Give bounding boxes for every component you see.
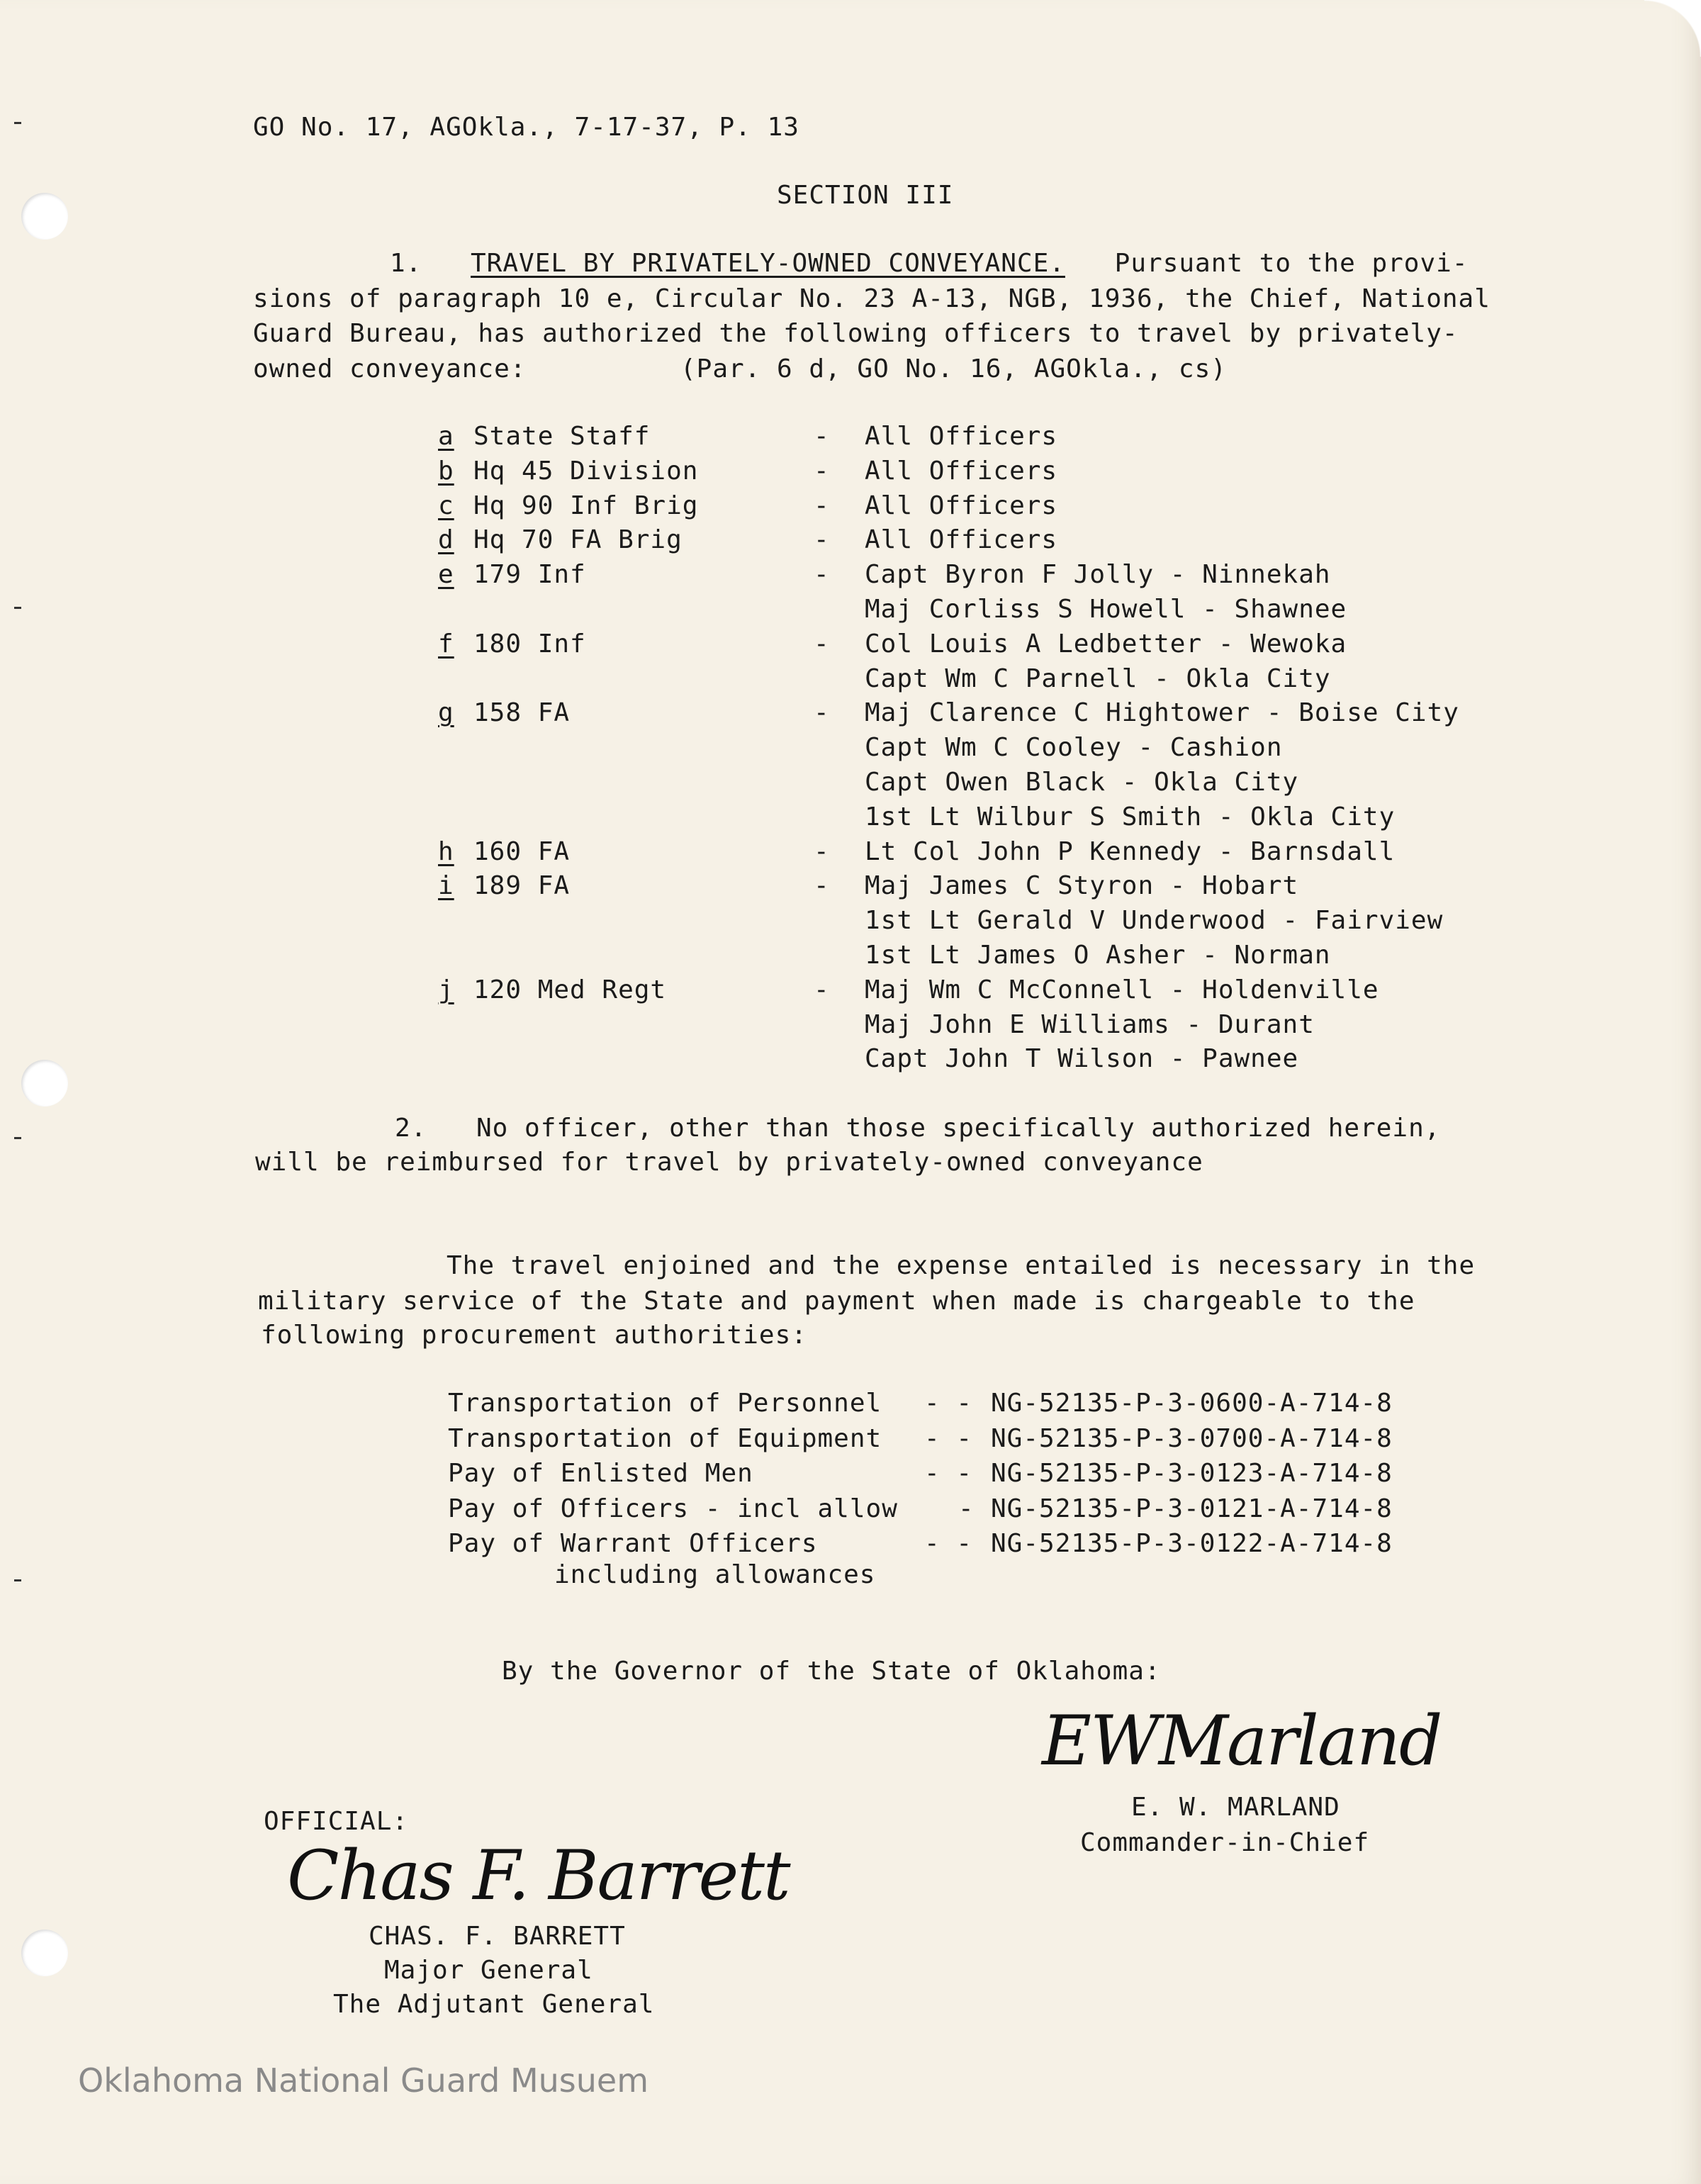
para1-line1: Pursuant to the provi- (1099, 249, 1469, 278)
authority-label: Pay of Officers - incl allow (448, 1494, 898, 1523)
punch-hole (21, 193, 68, 240)
officer-entry: 1st Lt Wilbur S Smith - Okla City (865, 802, 1396, 831)
section-title: SECTION III (777, 181, 954, 210)
para2-line2: will be reimbursed for travel by privately-owned conveyance (255, 1148, 1203, 1177)
punch-hole (21, 1060, 68, 1107)
officer-entry: Capt Wm C Parnell - Okla City (865, 663, 1331, 693)
unit-name: 160 FA (473, 836, 571, 866)
officer-entry: Maj James C Styron - Hobart (865, 871, 1299, 901)
authority-note: including allowances (554, 1560, 876, 1589)
unit-dash: - (814, 871, 830, 901)
officer-entry: Capt John T Wilson - Pawnee (865, 1044, 1299, 1074)
margin-mark (14, 122, 21, 124)
margin-mark (14, 607, 21, 609)
para1-heading: TRAVEL BY PRIVATELY-OWNED CONVEYANCE. (471, 249, 1065, 278)
unit-name: Hq 45 Division (473, 456, 699, 486)
officer-entry: Maj Clarence C Hightower - Boise City (865, 698, 1459, 728)
unit-name: Hq 90 Inf Brig (473, 491, 699, 520)
official-title: The Adjutant General (333, 1990, 655, 2019)
authority-label: Transportation of Equipment (448, 1423, 882, 1453)
official-name: CHAS. F. BARRETT (369, 1922, 626, 1951)
para1-line4a: owned conveyance: (253, 354, 527, 383)
governor-name: E. W. MARLAND (1131, 1793, 1340, 1822)
unit-letter: a (438, 422, 454, 451)
authority-code: NG-52135-P-3-0122-A-714-8 (991, 1529, 1393, 1558)
unit-name: State Staff (473, 422, 651, 451)
unit-letter: b (438, 456, 454, 486)
officer-entry: Capt Wm C Cooley - Cashion (865, 733, 1283, 763)
officer-entry: All Officers (865, 456, 1058, 486)
unit-dash: - (814, 422, 830, 451)
officer-entry: Maj John E Williams - Durant (865, 1009, 1315, 1039)
unit-dash: - (814, 491, 830, 520)
para3-line2: military service of the State and payment when made is chargeable to the (258, 1287, 1415, 1316)
para3-line3: following procurement authorities: (261, 1321, 807, 1350)
authority-code: NG-52135-P-3-0121-A-714-8 (991, 1494, 1393, 1523)
unit-letter: g (438, 698, 454, 728)
officer-entry: All Officers (865, 422, 1058, 451)
officer-entry: Capt Byron F Jolly - Ninnekah (865, 560, 1331, 590)
para1-line2: sions of paragraph 10 e, Circular No. 23 A-13, NGB, 1936, the Chief, National (253, 284, 1491, 313)
para2-number: 2. (395, 1114, 427, 1143)
unit-dash: - (814, 560, 830, 590)
unit-dash: - (814, 698, 830, 728)
unit-letter: d (438, 525, 454, 555)
officer-entry: 1st Lt James O Asher - Norman (865, 941, 1331, 970)
unit-letter: i (438, 871, 454, 901)
authority-code: NG-52135-P-3-0700-A-714-8 (991, 1423, 1393, 1453)
unit-name: Hq 70 FA Brig (473, 525, 683, 555)
authority-code: NG-52135-P-3-0123-A-714-8 (991, 1459, 1393, 1488)
folded-corner (1644, 0, 1701, 57)
unit-letter: c (438, 491, 454, 520)
authority-separator: - - (924, 1529, 973, 1558)
officer-entry: All Officers (865, 491, 1058, 520)
authority-separator: - - (924, 1423, 973, 1453)
authority-code: NG-52135-P-3-0600-A-714-8 (991, 1389, 1393, 1418)
official-label: OFFICIAL: (264, 1807, 409, 1836)
unit-name: 180 Inf (473, 629, 586, 659)
unit-letter: j (438, 975, 454, 1004)
governor-title: Commander-in-Chief (1080, 1828, 1370, 1857)
authority-label: Pay of Warrant Officers (448, 1529, 818, 1558)
authority-label: Pay of Enlisted Men (448, 1459, 753, 1488)
authority-separator: - - (924, 1389, 973, 1418)
unit-letter: f (438, 629, 454, 659)
authority-separator: - (958, 1494, 975, 1523)
officer-entry: Lt Col John P Kennedy - Barnsdall (865, 836, 1396, 866)
para3-line1: The travel enjoined and the expense entailed is necessary in the (447, 1251, 1476, 1280)
officer-entry: Capt Owen Black - Okla City (865, 768, 1299, 797)
order-reference: GO No. 17, AGOkla., 7-17-37, P. 13 (253, 113, 799, 142)
authority-label: Transportation of Personnel (448, 1389, 882, 1418)
officer-entry: Maj Corliss S Howell - Shawnee (865, 595, 1347, 624)
margin-mark (14, 1579, 21, 1581)
para1-line4b: (Par. 6 d, GO No. 16, AGOkla., cs) (680, 354, 1227, 383)
governor-signature: EWMarland (1042, 1701, 1442, 1781)
unit-name: 179 Inf (473, 560, 586, 590)
unit-name: 120 Med Regt (473, 975, 667, 1004)
officer-entry: All Officers (865, 525, 1058, 555)
unit-dash: - (814, 629, 830, 659)
official-rank: Major General (384, 1956, 593, 1985)
authority-separator: - - (924, 1459, 973, 1488)
unit-letter: h (438, 836, 454, 866)
official-signature: Chas F. Barrett (287, 1836, 790, 1915)
unit-dash: - (814, 525, 830, 555)
closing-line: By the Governor of the State of Oklahoma: (502, 1657, 1161, 1686)
para1-number: 1. (390, 249, 422, 278)
museum-watermark: Oklahoma National Guard Musuem (78, 2061, 649, 2100)
punch-hole (21, 1930, 68, 1976)
unit-dash: - (814, 975, 830, 1004)
para1-line3: Guard Bureau, has authorized the following officers to travel by privately- (253, 319, 1459, 348)
unit-dash: - (814, 456, 830, 486)
unit-letter: e (438, 560, 454, 590)
unit-name: 158 FA (473, 698, 571, 728)
unit-dash: - (814, 836, 830, 866)
para2-line1: No officer, other than those specifically authorized herein, (476, 1114, 1441, 1143)
unit-name: 189 FA (473, 871, 571, 901)
officer-entry: 1st Lt Gerald V Underwood - Fairview (865, 906, 1444, 936)
margin-mark (14, 1137, 21, 1139)
officer-entry: Maj Wm C McConnell - Holdenville (865, 975, 1379, 1004)
officer-entry: Col Louis A Ledbetter - Wewoka (865, 629, 1347, 659)
